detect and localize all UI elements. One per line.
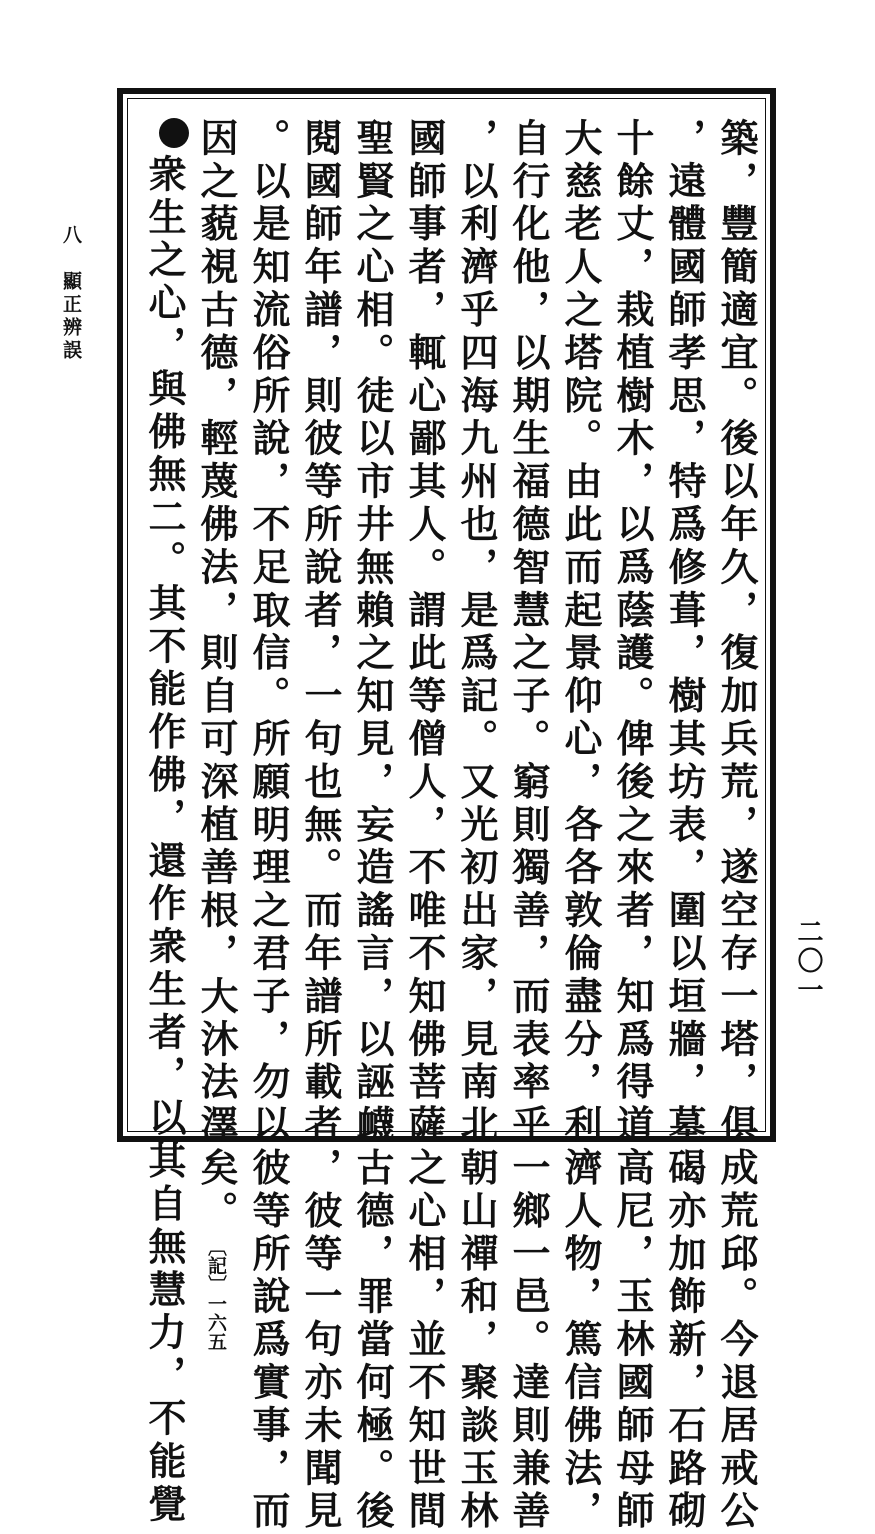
- running-header: 八 顯正辨誤: [60, 225, 82, 363]
- annotation-note: 〔記〕一六五: [205, 1237, 227, 1352]
- text-column: 因之藐視古德，輕蔑佛法，則自可深植善根，大沐法澤矣。: [194, 118, 239, 1234]
- text-column-with-note: [190, 118, 242, 1352]
- page-number: 二〇一: [793, 918, 823, 1005]
- text-column: 築，豐簡適宜。後以年久，復加兵荒，遂空存一塔，俱成荒邱。今退居戒公: [714, 118, 759, 1534]
- text-column: 十餘丈，栽植樹木，以爲蔭護。俾後之來者，知爲得道高尼，玉林國師母師: [610, 118, 655, 1534]
- section-bullet-icon: [159, 118, 189, 148]
- text-column: 國師事者，輒心鄙其人。謂此等僧人，不唯不知佛菩薩之心相，並不知世間: [402, 118, 447, 1534]
- text-column: 聖賢之心相。徒以市井無賴之知見，妄造謠言，以誣衊古德，罪當何極。後: [350, 118, 395, 1534]
- vertical-text-body: [138, 118, 762, 1534]
- text-column-with-bullet: [138, 118, 190, 1527]
- text-column: ，以利濟乎四海九州也，是爲記。又光初出家，見南北朝山禪和，聚談玉林: [454, 118, 499, 1534]
- text-column: 閱國師年譜，則彼等所說者，一句也無。而年譜所載者，彼等一句亦未聞見: [298, 118, 343, 1534]
- text-column: 大慈老人之塔院。由此而起景仰心，各各敦倫盡分，利濟人物，篤信佛法，: [558, 118, 603, 1534]
- text-column: ，遠體國師孝思，特爲修葺，樹其坊表，圍以垣牆，墓碣亦加飾新，石路砌: [662, 118, 707, 1534]
- text-column: 。以是知流俗所說，不足取信。所願明理之君子，勿以彼等所說爲實事，而: [246, 118, 291, 1534]
- text-column: 衆生之心，與佛無二。其不能作佛，還作衆生者，以其自無慧力，不能覺: [142, 154, 187, 1527]
- text-column: 自行化他，以期生福德智慧之子。窮則獨善，而表率乎一鄉一邑。達則兼善: [506, 118, 551, 1534]
